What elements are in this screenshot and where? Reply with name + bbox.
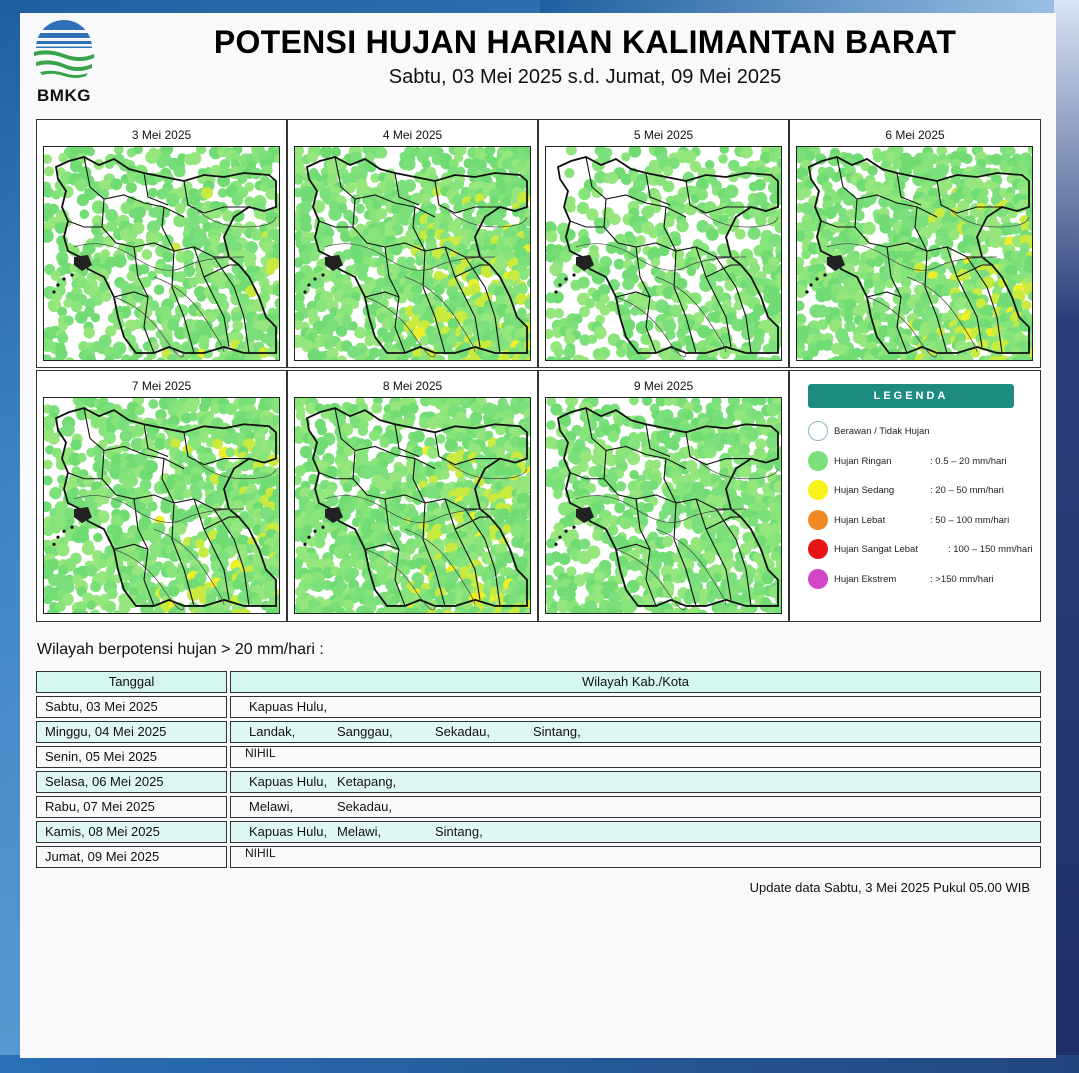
map-panel-5 [36,370,287,622]
region-name: NIHIL [245,846,276,860]
table-row [36,846,1041,868]
region-name: Sekadau, [337,799,392,814]
header-date: Tanggal [36,671,227,693]
legend-name: Hujan Ekstrem [834,574,897,585]
bmkg-logo [28,18,100,108]
row-date: Jumat, 09 Mei 2025 [36,846,227,868]
legend-range: : 50 – 100 mm/hari [930,515,1010,526]
legend-item [808,510,1038,532]
legend-swatch [808,480,828,500]
map-date: 7 Mei 2025 [131,379,192,393]
legend-item [808,569,1038,591]
background-right [1054,0,1079,1073]
legend-swatch [808,539,828,559]
map-date: 6 Mei 2025 [885,128,945,142]
map-panel-2 [287,119,538,368]
legend-item [808,480,1038,502]
table-row [36,721,1041,743]
header-region: Wilayah Kab./Kota [230,671,1041,693]
rain-map [294,397,531,614]
row-regions [230,821,1041,843]
bmkg-logo-icon [28,18,100,86]
rain-map [545,146,782,361]
legend-swatch [808,569,828,589]
region-name: Ketapang, [337,774,397,789]
legend-swatch [808,421,828,441]
region-name: NIHIL [245,746,276,760]
region-name: Kapuas Hulu, [249,699,328,714]
legend-range: : 20 – 50 mm/hari [930,485,1004,496]
page-title: POTENSI HUJAN HARIAN KALIMANTAN BARAT [213,24,957,60]
legend-name: Hujan Lebat [834,515,886,526]
table-row [36,746,1041,768]
map-date: 9 Mei 2025 [633,379,694,393]
map-grid [36,119,1041,622]
logo-text: BMKG [37,86,91,105]
map-date: 3 Mei 2025 [131,128,192,142]
row-date: Selasa, 06 Mei 2025 [36,771,227,793]
legend-item [808,539,1038,561]
row-date: Senin, 05 Mei 2025 [36,746,227,768]
legend-panel [789,370,1041,622]
legend-name: Hujan Sangat Lebat [834,544,918,555]
map-date: 5 Mei 2025 [633,128,694,142]
row-date: Minggu, 04 Mei 2025 [36,721,227,743]
row-regions [230,696,1041,718]
region-name: Melawi, [249,799,294,814]
legend-range: : 100 – 150 mm/hari [948,544,1033,555]
map-panel-4 [789,119,1041,368]
map-date: 4 Mei 2025 [382,128,443,142]
table-header [36,671,1041,693]
legend-title: LEGENDA [808,384,1014,408]
table-row [36,771,1041,793]
region-name: Landak, [249,724,296,739]
legend-range: : >150 mm/hari [930,574,994,585]
rain-map [294,146,531,361]
row-date: Kamis, 08 Mei 2025 [36,821,227,843]
region-name: Kapuas Hulu, [249,774,328,789]
page-subtitle: Sabtu, 03 Mei 2025 s.d. Jumat, 09 Mei 2025 [388,66,782,88]
map-panel-7 [538,370,789,622]
legend-name: Berawan / Tidak Hujan [834,426,930,437]
legend-item [808,421,1038,443]
table-row [36,796,1041,818]
row-regions [230,746,1041,768]
map-date: 8 Mei 2025 [382,379,443,393]
row-regions [230,846,1041,868]
legend-name: Hujan Ringan [834,456,892,467]
rain-map [43,146,280,361]
region-name: Sanggau, [337,724,393,739]
legend-name: Hujan Sedang [834,485,895,496]
region-name: Sintang, [435,824,483,839]
row-regions [230,771,1041,793]
legend-range: : 0.5 – 20 mm/hari [930,456,1007,467]
rain-map [796,146,1033,361]
table-row [36,696,1041,718]
table-row [36,821,1041,843]
table-label: Wilayah berpotensi hujan > 20 mm/hari : [37,641,324,658]
row-regions [230,721,1041,743]
row-date: Rabu, 07 Mei 2025 [36,796,227,818]
row-regions [230,796,1041,818]
legend-swatch [808,451,828,471]
rain-map [43,397,280,614]
update-note: Update data Sabtu, 3 Mei 2025 Pukul 05.00 WIB [749,880,1030,895]
row-date: Sabtu, 03 Mei 2025 [36,696,227,718]
map-panel-3 [538,119,789,368]
legend-item [808,451,1038,473]
map-panel-6 [287,370,538,622]
region-name: Kapuas Hulu, [249,824,328,839]
region-name: Sekadau, [435,724,490,739]
region-name: Melawi, [337,824,382,839]
rain-map [545,397,782,614]
legend-swatch [808,510,828,530]
map-panel-1 [36,119,287,368]
region-name: Sintang, [533,724,581,739]
